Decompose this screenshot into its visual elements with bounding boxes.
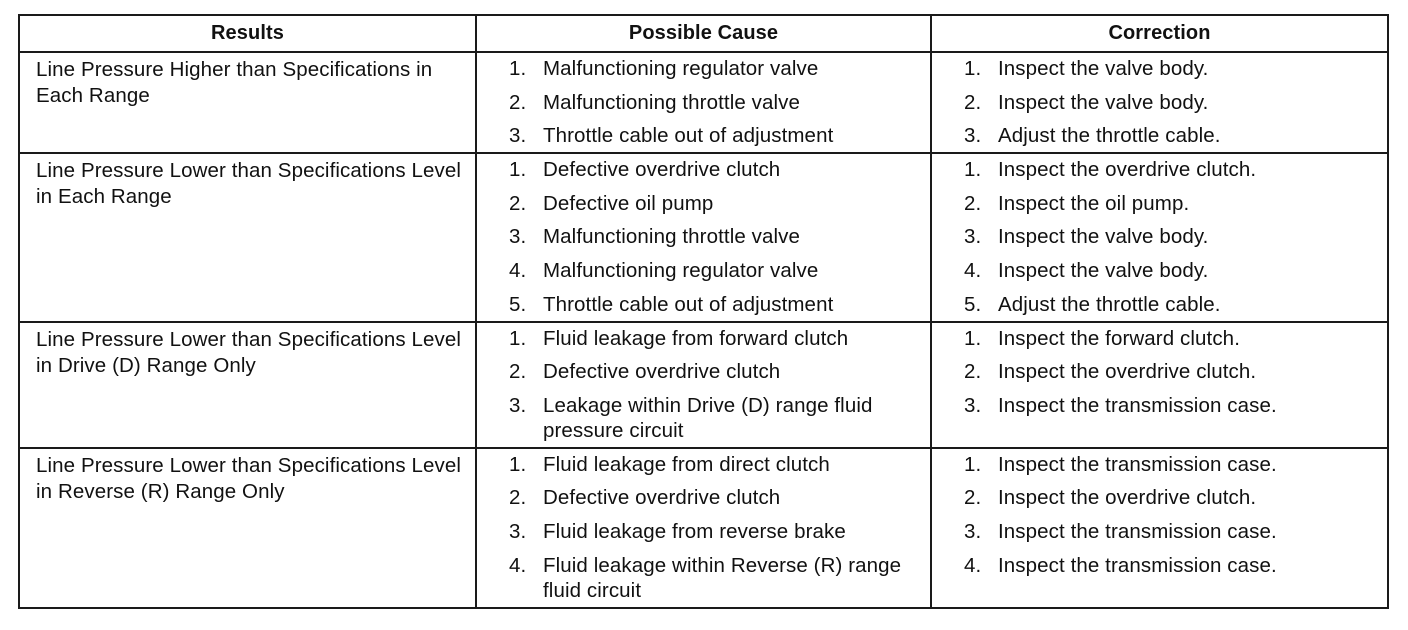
item-text: Inspect the transmission case. xyxy=(998,519,1277,543)
correction-item xyxy=(964,326,1387,351)
item-number: 2. xyxy=(509,360,527,384)
item-text: Malfunctioning regulator valve xyxy=(543,258,819,282)
possible-cause-cell xyxy=(476,52,931,153)
item-text: Leakage within Drive (D) range fluid pressure circuit xyxy=(543,393,873,442)
item-number: 2. xyxy=(964,486,982,510)
item-number: 1. xyxy=(964,158,982,182)
item-text: Fluid leakage from forward clutch xyxy=(543,326,849,350)
correction-cell xyxy=(931,448,1388,608)
header-correction: Correction xyxy=(931,15,1388,52)
item-text: Throttle cable out of adjustment xyxy=(543,292,834,316)
correction-item xyxy=(964,393,1387,418)
possible-cause-item xyxy=(509,292,930,317)
item-text: Inspect the forward clutch. xyxy=(998,326,1240,350)
table-row xyxy=(19,448,1388,608)
item-text: Defective overdrive clutch xyxy=(543,158,781,182)
possible-cause-item xyxy=(509,123,930,148)
item-text: Inspect the overdrive clutch. xyxy=(998,486,1257,510)
possible-cause-list xyxy=(477,154,930,320)
item-number: 2. xyxy=(509,486,527,510)
correction-item xyxy=(964,485,1387,510)
item-number: 3. xyxy=(509,519,527,543)
correction-cell xyxy=(931,322,1388,448)
item-number: 1. xyxy=(964,452,982,476)
item-text: Inspect the oil pump. xyxy=(998,191,1190,215)
possible-cause-item xyxy=(509,393,930,443)
possible-cause-item xyxy=(509,519,930,544)
item-text: Malfunctioning regulator valve xyxy=(543,57,819,80)
item-number: 4. xyxy=(964,258,982,282)
item-number: 4. xyxy=(964,553,982,577)
correction-item xyxy=(964,452,1387,477)
possible-cause-list xyxy=(477,53,930,152)
item-number: 3. xyxy=(509,124,527,148)
result-cell: Line Pressure Lower than Specifications Level in Each Range xyxy=(19,153,476,321)
correction-cell xyxy=(931,52,1388,153)
item-text: Inspect the valve body. xyxy=(998,225,1209,249)
result-cell: Line Pressure Lower than Specifications Level in Reverse (R) Range Only xyxy=(19,448,476,608)
item-number: 4. xyxy=(509,553,527,577)
item-number: 2. xyxy=(964,191,982,215)
correction-item xyxy=(964,90,1387,115)
item-text: Malfunctioning throttle valve xyxy=(543,225,801,249)
item-number: 1. xyxy=(964,57,982,80)
correction-item xyxy=(964,224,1387,249)
correction-item xyxy=(964,191,1387,216)
correction-item xyxy=(964,553,1387,578)
item-text: Malfunctioning throttle valve xyxy=(543,90,801,114)
correction-item xyxy=(964,157,1387,182)
table-row xyxy=(19,153,1388,321)
item-number: 3. xyxy=(964,225,982,249)
item-text: Inspect the overdrive clutch. xyxy=(998,158,1257,182)
item-text: Defective overdrive clutch xyxy=(543,486,781,510)
item-text: Inspect the transmission case. xyxy=(998,393,1277,417)
item-number: 1. xyxy=(509,158,527,182)
possible-cause-item xyxy=(509,191,930,216)
item-number: 3. xyxy=(964,124,982,148)
item-text: Fluid leakage from direct clutch xyxy=(543,452,830,476)
result-cell: Line Pressure Lower than Specifications Level in Drive (D) Range Only xyxy=(19,322,476,448)
table-body xyxy=(19,52,1388,608)
possible-cause-item xyxy=(509,553,930,603)
possible-cause-item xyxy=(509,157,930,182)
item-text: Inspect the valve body. xyxy=(998,258,1209,282)
item-number: 3. xyxy=(964,393,982,417)
item-number: 2. xyxy=(509,191,527,215)
item-number: 4. xyxy=(509,258,527,282)
correction-item xyxy=(964,56,1387,81)
header-results: Results xyxy=(19,15,476,52)
possible-cause-item xyxy=(509,326,930,351)
item-number: 1. xyxy=(509,57,527,80)
item-text: Inspect the valve body. xyxy=(998,90,1209,114)
diagnosis-table xyxy=(18,14,1389,609)
correction-list xyxy=(932,154,1387,320)
correction-item xyxy=(964,123,1387,148)
possible-cause-item xyxy=(509,452,930,477)
possible-cause-item xyxy=(509,485,930,510)
possible-cause-cell xyxy=(476,448,931,608)
item-number: 3. xyxy=(509,225,527,249)
item-number: 3. xyxy=(964,519,982,543)
item-text: Fluid leakage from reverse brake xyxy=(543,519,846,543)
item-text: Defective oil pump xyxy=(543,191,714,215)
item-number: 1. xyxy=(509,452,527,476)
header-row xyxy=(19,15,1388,52)
possible-cause-item xyxy=(509,90,930,115)
item-text: Inspect the overdrive clutch. xyxy=(998,360,1257,384)
item-text: Defective overdrive clutch xyxy=(543,360,781,384)
possible-cause-item xyxy=(509,359,930,384)
item-text: Adjust the throttle cable. xyxy=(998,124,1221,148)
header-possible-cause: Possible Cause xyxy=(476,15,931,52)
correction-item xyxy=(964,359,1387,384)
table-row xyxy=(19,322,1388,448)
possible-cause-cell xyxy=(476,322,931,448)
correction-list xyxy=(932,449,1387,582)
correction-list xyxy=(932,53,1387,152)
possible-cause-item xyxy=(509,56,930,81)
item-text: Inspect the transmission case. xyxy=(998,553,1277,577)
item-text: Inspect the valve body. xyxy=(998,57,1209,80)
item-number: 3. xyxy=(509,393,527,417)
item-number: 5. xyxy=(964,292,982,316)
result-cell: Line Pressure Higher than Specifications in Each Range xyxy=(19,52,476,153)
item-number: 2. xyxy=(964,90,982,114)
correction-item xyxy=(964,519,1387,544)
possible-cause-list xyxy=(477,323,930,447)
item-text: Inspect the transmission case. xyxy=(998,452,1277,476)
correction-item xyxy=(964,292,1387,317)
item-text: Adjust the throttle cable. xyxy=(998,292,1221,316)
correction-cell xyxy=(931,153,1388,321)
possible-cause-item xyxy=(509,258,930,283)
item-number: 2. xyxy=(964,360,982,384)
correction-item xyxy=(964,258,1387,283)
possible-cause-item xyxy=(509,224,930,249)
item-number: 1. xyxy=(509,326,527,350)
possible-cause-list xyxy=(477,449,930,607)
table-row xyxy=(19,52,1388,153)
item-text: Throttle cable out of adjustment xyxy=(543,124,834,148)
item-number: 1. xyxy=(964,326,982,350)
item-number: 5. xyxy=(509,292,527,316)
possible-cause-cell xyxy=(476,153,931,321)
item-number: 2. xyxy=(509,90,527,114)
item-text: Fluid leakage within Reverse (R) range fluid circuit xyxy=(543,553,902,602)
correction-list xyxy=(932,323,1387,422)
